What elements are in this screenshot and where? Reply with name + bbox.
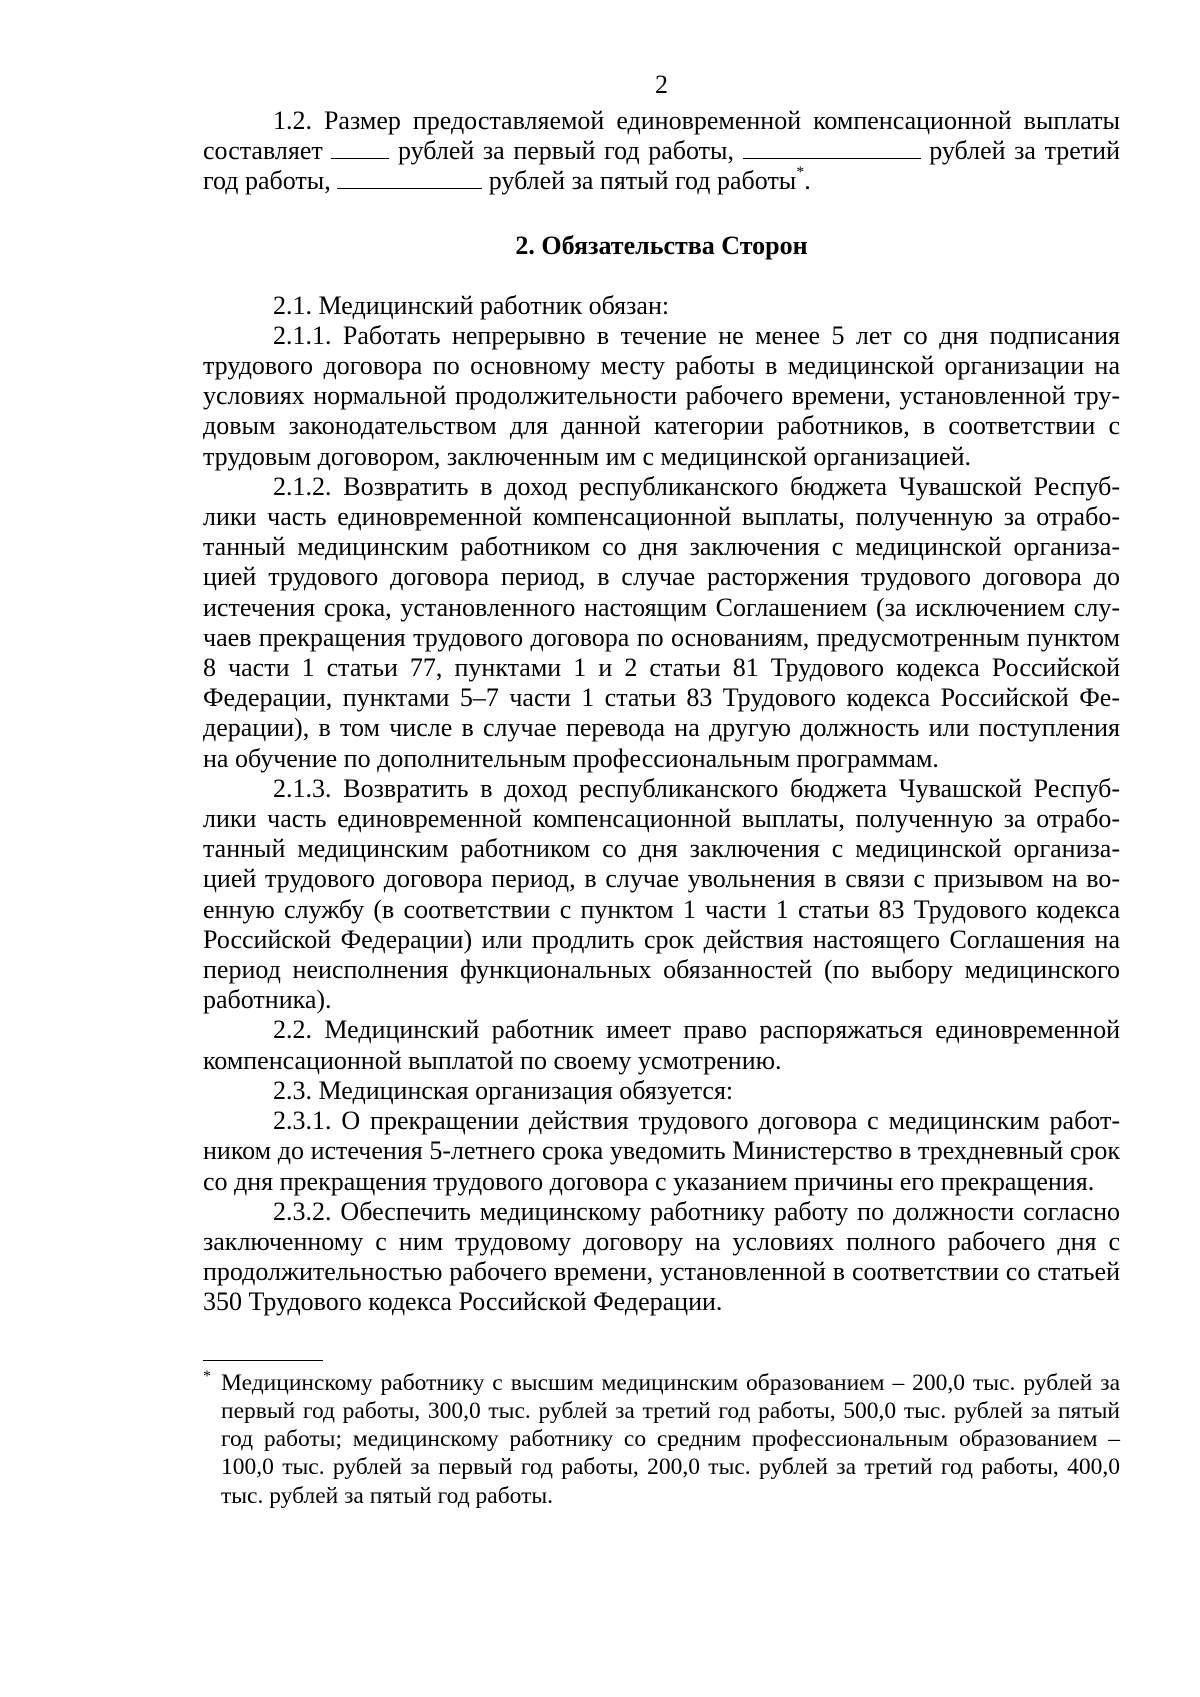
paragraph-2-2: 2.2. Медицинский работник имеет право распоряжаться единовременной компенсационной выплатой по своему усмотрению. [203,1015,1120,1075]
blank-first-year-amount [331,136,389,159]
paragraph-2-3-2: 2.3.2. Обеспечить медицинскому работнику работу по должности согласно заключенному с ним трудовому договору на условиях полного рабочего дня с продолжительностью рабочего времени, установленной в соответствии со статьей 350 Трудового кодекса Российской Федерации. [203,1196,1120,1317]
paragraph-2-1-3: 2.1.3. Возвратить в доход республиканского бюджета Чувашской Республики часть единовременной компенсационной выплаты, полученную за отработанный медицинским работником со дня заключения с медицинской организацией трудового договора период, в случае увольнения в связи с призывом на военную службу (в соответствии с пунктом 1 части 1 статьи 83 Трудового кодекса Российской Федерации) или продлить срок действия настоящего Соглашения на период неисполнения функциональных обязанностей (по выбору медицинского работника). [203,773,1120,1015]
paragraph-1-2-text-c: рублей за третий год работы, [203,136,1120,196]
footnote-divider [203,1360,323,1361]
blank-fifth-year-amount [337,166,482,189]
document-page [203,70,1120,1510]
paragraph-2-1-2: 2.1.2. Возвратить в доход республиканского бюджета Чувашской Республики часть единовременной компенсационной выплаты, полученную за отработанный медицинским работником со дня заключения с медицинской организацией трудового договора период, в случае расторжения трудового договора до истечения срока, установленного настоящим Соглашением (за исключением случаев прекращения трудового договора по основаниям, предусмотренным пунктом 8 части 1 статьи 77, пунктами 1 и 2 статьи 81 Трудового кодекса Российской Федерации, пунктами 5–7 части 1 статьи 83 Трудового кодекса Российской Федерации), в том числе в случае перевода на другую должность или поступления на обучение по дополнительным профессиональным программам. [203,471,1120,773]
page-number: 2 [655,70,668,99]
blank-third-year-amount [743,136,921,159]
footnote-text: Медицинскому работнику с высшим медицинским образованием – 200,0 тыс. рублей за первый год работы, 300,0 тыс. рублей за третий год работы, 500,0 тыс. рублей за пятый год работы; медицинскому работнику со средним профессиональным образованием – 100,0 тыс. рублей за первый год работы, 200,0 тыс. рублей за третий год работы, 400,0 тыс. рублей за пятый год работы. [221,1369,1120,1509]
footnote [203,1369,1120,1510]
footnote-mark: * [203,1367,211,1385]
paragraph-1-2-text-a: 1.2. Размер предоставляемой единовременной компенсационной выплаты составляет [203,106,1120,166]
paragraph-1-2 [203,106,1120,197]
section-heading: 2. Обязательства Сторон [515,230,808,260]
footnote-reference: * [796,164,805,182]
paragraph-2-3: 2.3. Медицинская организация обязуется: [273,1075,734,1105]
paragraph-1-2-text-d: рублей за пятый год работы [482,166,797,196]
paragraph-2-1-1: 2.1.1. Работать непрерывно в течение не менее 5 лет со дня подписания трудового договора по основному месту работы в медицинской организации на условиях нормальной продолжительности рабочего времени, установленной трудовым законодательством для данной категории работников, в соответствии с трудовым договором, заключенным им с медицинской организацией. [203,320,1120,471]
paragraph-2-1: 2.1. Медицинский работник обязан: [273,290,670,320]
paragraph-1-2-text-b: рублей за первый год работы, [389,136,743,166]
paragraph-1-2-end: . [804,166,811,196]
paragraph-2-3-1: 2.3.1. О прекращении действия трудового договора с медицинским работником до истечения 5-летнего срока уведомить Министерство в трехдневный срок со дня прекращения трудового договора с указанием причины его прекращения. [203,1106,1120,1196]
